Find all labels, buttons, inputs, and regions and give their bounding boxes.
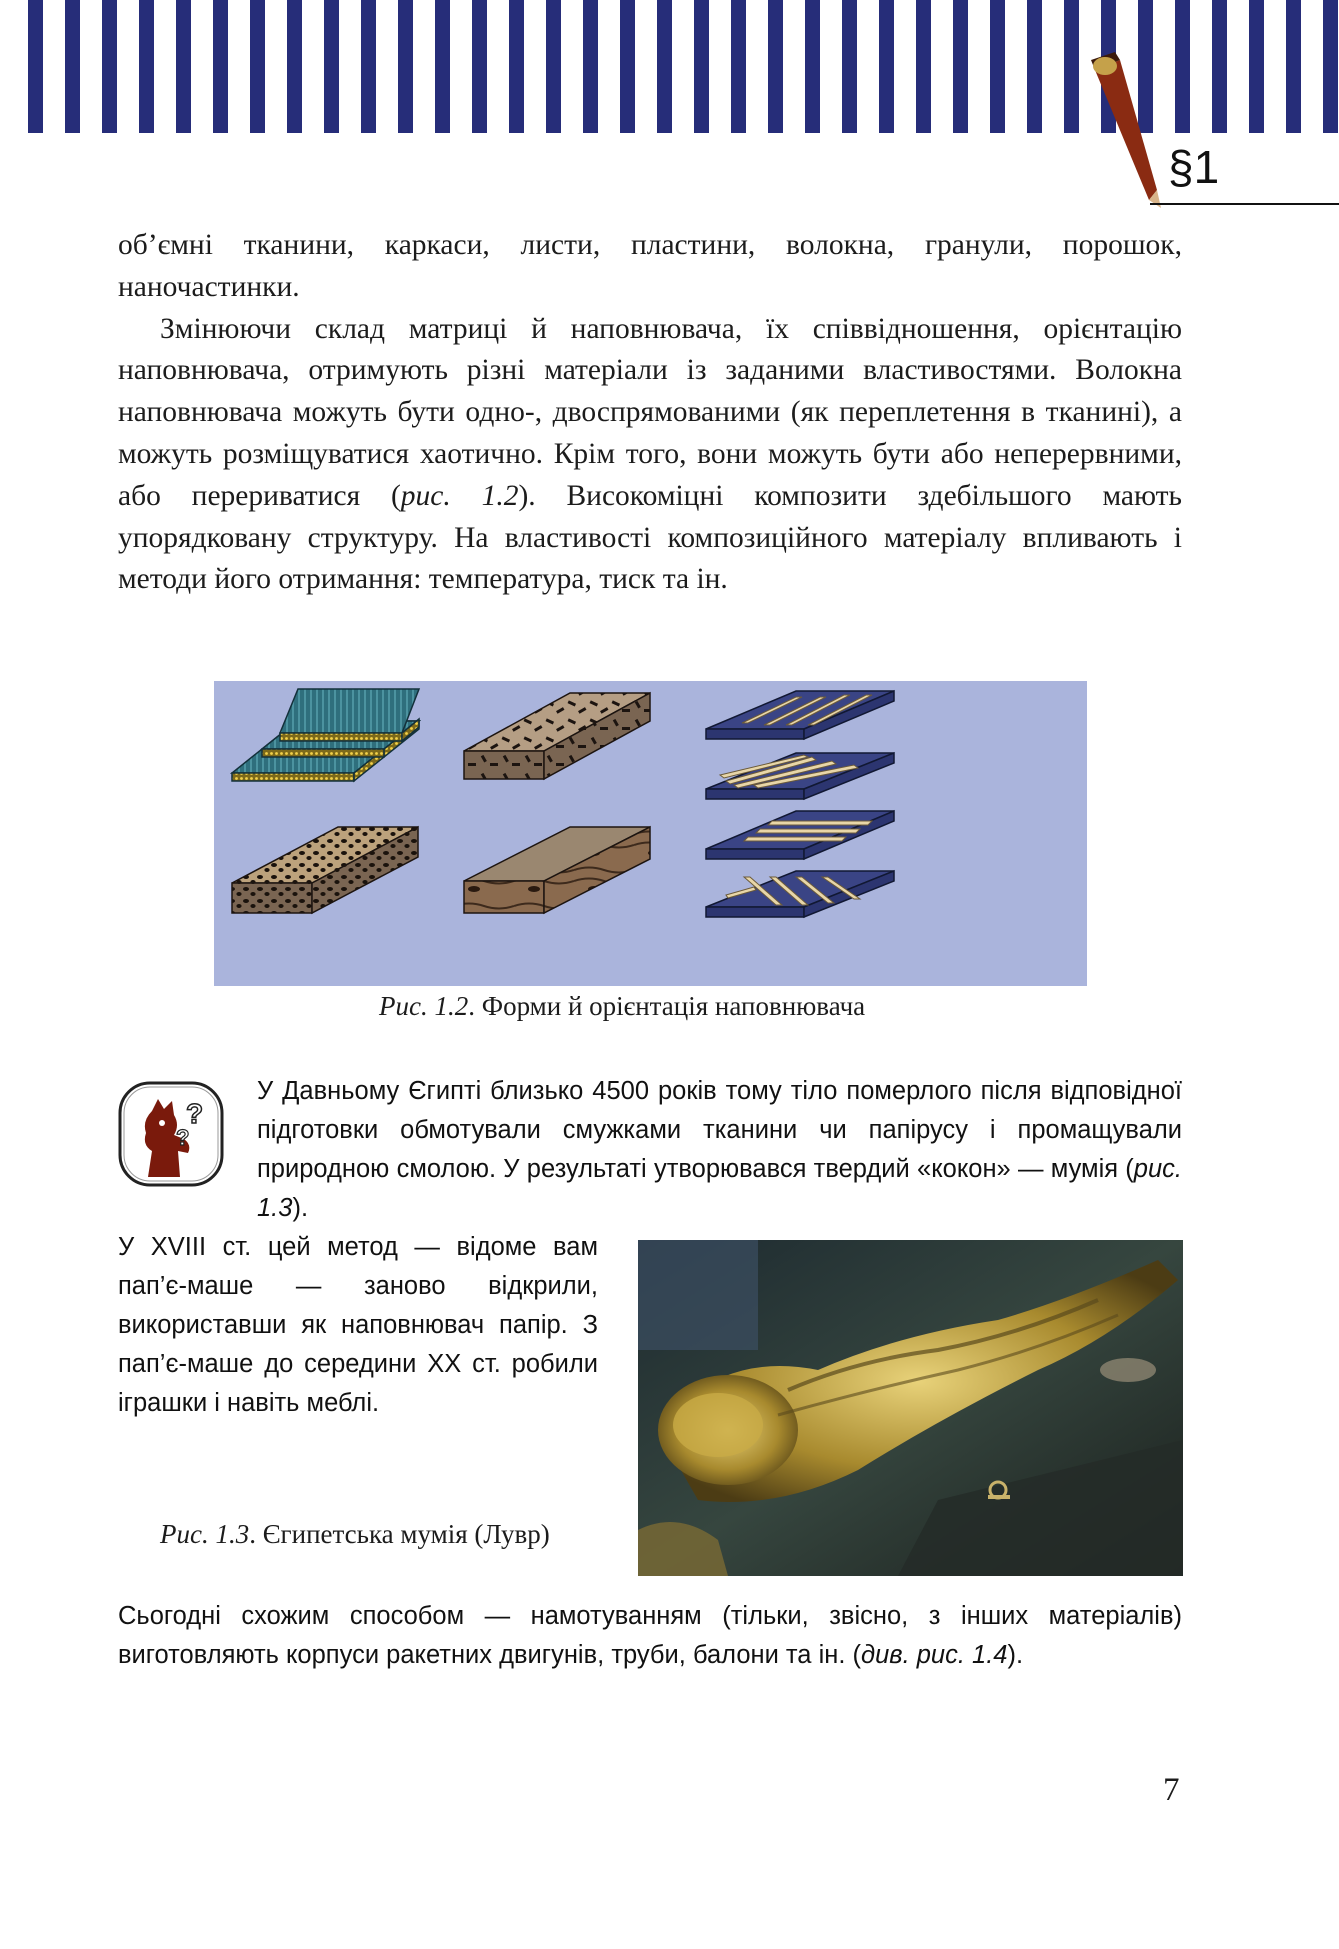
section-mark: §1 xyxy=(1168,141,1220,193)
continuous-fiber-slab-shape xyxy=(464,827,650,913)
oriented-fiber-frames xyxy=(706,691,894,917)
figure-reference: рис. 1.2 xyxy=(400,479,519,512)
mummy-photo xyxy=(638,1240,1183,1576)
svg-text:?: ? xyxy=(186,1098,204,1129)
filler-forms-figure xyxy=(214,681,1087,986)
figure-1-2-caption xyxy=(379,991,865,1022)
paragraph-2-text-a: Змінюючи склад матриці й наповнювача, їх співвідношення, орієнтацію наповнювача, отримують різні матеріали із заданими властивостями. Волокна наповнювача можуть бути одно-, двоспрямованими (як переплетення в тканині), а можуть розміщуватися хаотично. Крім того, вони можуть бути або неперервними, або перериватися ( xyxy=(118,312,1182,512)
pencil-icon xyxy=(1075,50,1175,210)
figure-1-2-text: . Форми й орієнтація наповнювача xyxy=(468,991,866,1021)
figure-1-2-label: Рис. 1.2 xyxy=(379,991,469,1021)
egypt-note-text-a: У Давньому Єгипті близько 4500 років тому тіло померлого після відповідної підготовки обмотували смужками тканини чи папірусу і промащували природною смолою. У результаті утворювався твердий «кокон» — мумія ( xyxy=(257,1077,1182,1183)
paragraph-2-text-b: ). Високоміцні композити здебільшого мають упорядковану структуру. На властивості композиційного матеріалу впливають і методи його отримання: температура, тиск та ін. xyxy=(118,479,1183,596)
egypt-note xyxy=(257,1072,1182,1228)
page-number: 7 xyxy=(1163,1772,1180,1808)
egypt-note-reference: рис. 1.3 xyxy=(257,1155,1182,1222)
winding-text-a: Сьогодні схожим способом — намотуванням (тільки, звісно, з інших матеріалів) виготовляють корпуси ракетних двигунів, труби, балони та ін. ( xyxy=(118,1602,1182,1669)
winding-text-reference: див. рис. 1.4 xyxy=(860,1641,1008,1669)
svg-text:?: ? xyxy=(176,1125,190,1150)
paragraph-2 xyxy=(118,309,1182,602)
egypt-note-text-b: ). xyxy=(292,1194,309,1222)
figure-1-3-caption xyxy=(160,1519,550,1550)
section-rule xyxy=(1150,203,1339,205)
laminate-stack-shape xyxy=(232,689,419,781)
winding-method-text xyxy=(118,1597,1182,1675)
figure-1-3-text: . Єгипетська мумія (Лувр) xyxy=(249,1519,550,1549)
papier-mache-text: У XVIII ст. цей метод — відоме вам пап’є-маше — заново відкрили, використавши як наповнювач папір. З пап’є-маше до середини XX ст. робили іграшки і навіть меблі. xyxy=(118,1233,598,1417)
figure-1-3-label: Рис. 1.3 xyxy=(160,1519,250,1549)
paragraph-1: об’ємні тканини, каркаси, листи, пластини, волокна, гранули, порошок, наночастинки. xyxy=(118,229,1182,303)
question-person-icon xyxy=(118,1081,224,1187)
particle-slab-shape xyxy=(232,827,418,913)
chopped-fiber-slab-shape xyxy=(464,693,650,779)
winding-text-b: ). xyxy=(1007,1641,1024,1669)
body-paragraphs xyxy=(118,225,1182,601)
